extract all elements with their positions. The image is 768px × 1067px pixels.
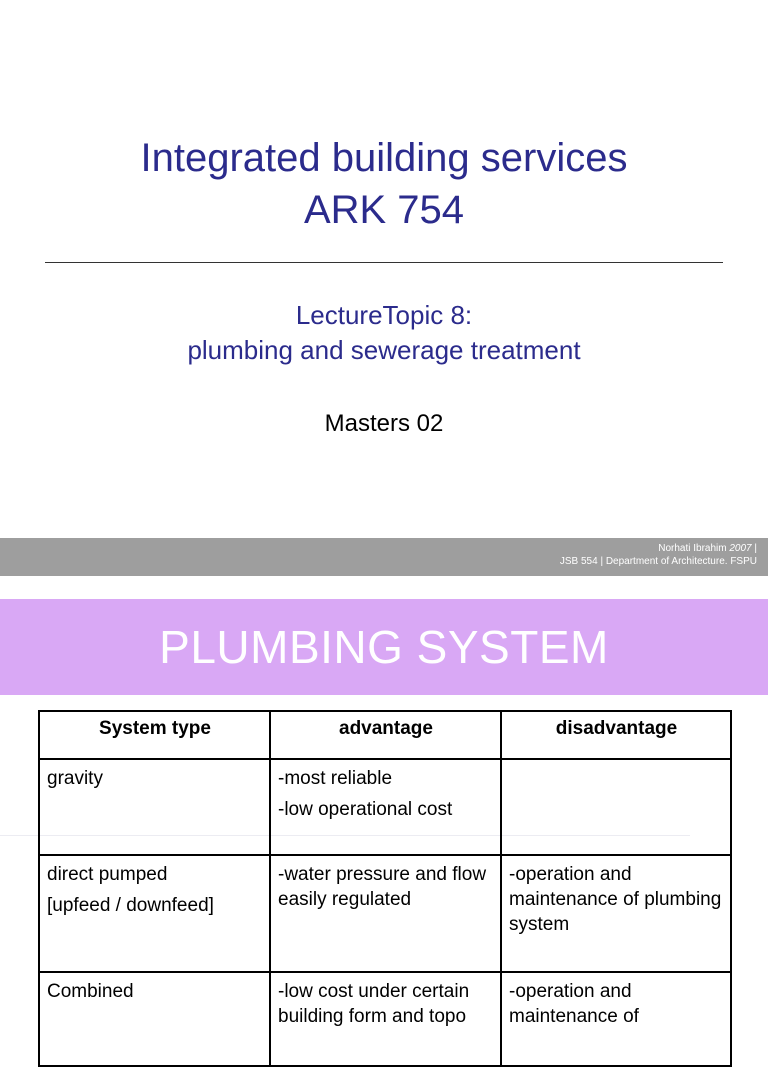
course-title: Integrated building services <box>140 136 628 180</box>
cell-system-type <box>39 759 270 855</box>
header-disadvantage: disadvantage <box>501 711 731 759</box>
cell-advantage <box>270 972 501 1066</box>
table-row <box>39 759 731 855</box>
cell-disadvantage <box>501 759 731 855</box>
lecture-topic <box>0 298 768 368</box>
cell-text: -operation and maintenance of <box>509 981 639 1027</box>
cell-text: [upfeed / downfeed] <box>47 895 214 916</box>
cell-text: -water pressure and flow easily regulated <box>278 864 487 910</box>
program-label: Masters 02 <box>324 410 444 437</box>
cell-text: -low operational cost <box>278 799 453 820</box>
cell-system-type <box>39 972 270 1066</box>
topic-number: LectureTopic 8: <box>295 300 473 330</box>
plumbing-system-table <box>38 710 732 1067</box>
slide-footer <box>0 538 768 576</box>
footer-author-line <box>0 542 757 555</box>
slide-title <box>0 132 768 236</box>
cell-text: -operation and maintenance of plumbing system <box>509 864 722 935</box>
footer-author: Norhati Ibrahim <box>658 543 727 554</box>
cell-advantage <box>270 855 501 972</box>
table-header-row <box>39 711 731 759</box>
header-advantage: advantage <box>270 711 501 759</box>
table-row <box>39 855 731 972</box>
footer-department: JSB 554 | Department of Architecture. FSPU <box>559 556 757 567</box>
table-row <box>39 972 731 1066</box>
topic-name: plumbing and sewerage treatment <box>187 335 581 365</box>
cell-disadvantage <box>501 972 731 1066</box>
title-divider <box>45 262 723 263</box>
cell-text: -low cost under certain building form and topo <box>278 981 470 1027</box>
header-system-type: System type <box>39 711 270 759</box>
plumbing-slide <box>0 576 768 1027</box>
cell-advantage <box>270 759 501 855</box>
cell-disadvantage <box>501 855 731 972</box>
cell-text: Combined <box>47 981 134 1002</box>
cell-system-type <box>39 855 270 972</box>
footer-year: 2007 <box>729 543 752 554</box>
slide-banner: PLUMBING SYSTEM <box>0 599 768 695</box>
course-code: ARK 754 <box>303 188 465 232</box>
footer-separator: | <box>754 543 757 554</box>
cell-text: direct pumped <box>47 864 168 885</box>
cell-text: -most reliable <box>278 768 393 789</box>
cell-text: gravity <box>47 768 103 789</box>
